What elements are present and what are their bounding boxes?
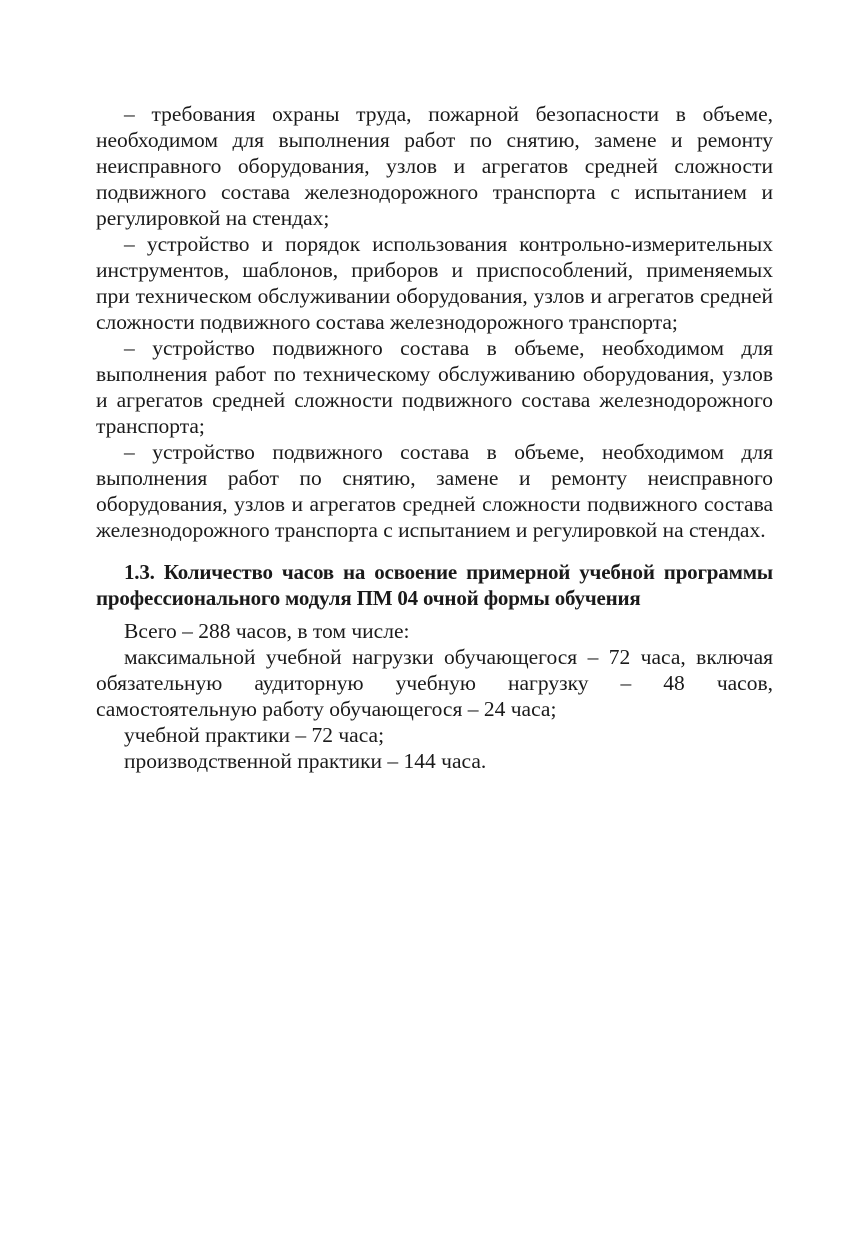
list-item: – устройство и порядок использования контрольно-измерительных инструментов, шаблонов, приборов и приспособлений, применяемых при техническом обслуживании оборудования, узлов и агрегатов средней сложности подвижного состава железнодорожного транспорта; [96,232,773,334]
list-item: – устройство подвижного состава в объеме, необходимом для выполнения работ по техническому обслуживанию оборудования, узлов и агрегатов средней сложности подвижного состава железнодорожного транспорта; [96,336,773,438]
document-page [96,101,773,774]
hours-total: Всего – 288 часов, в том числе: [124,619,410,643]
hours-breakdown [96,618,773,774]
list-item: – требования охраны труда, пожарной безопасности в объеме, необходимом для выполнения работ по снятию, замене и ремонту неисправного оборудования, узлов и агрегатов средней сложности подвижного состава железнодорожного транспорта с испытанием и регулировкой на стендах; [96,102,773,230]
section-heading: 1.3. Количество часов на освоение примерной учебной программы профессионального модуля ПМ 04 очной формы обучения [96,560,773,610]
hours-max-load: максимальной учебной нагрузки обучающегося – 72 часа, включая обязательную аудиторную учебную нагрузку – 48 часов, самостоятельную работу обучающегося – 24 часа; [96,645,773,721]
hours-production-practice: производственной практики – 144 часа. [124,749,487,773]
hours-practice: учебной практики – 72 часа; [124,723,385,747]
list-item: – устройство подвижного состава в объеме, необходимом для выполнения работ по снятию, замене и ремонту неисправного оборудования, узлов и агрегатов средней сложности подвижного состава железнодорожного транспорта с испытанием и регулировкой на стендах. [96,440,773,542]
requirements-list [96,101,773,543]
